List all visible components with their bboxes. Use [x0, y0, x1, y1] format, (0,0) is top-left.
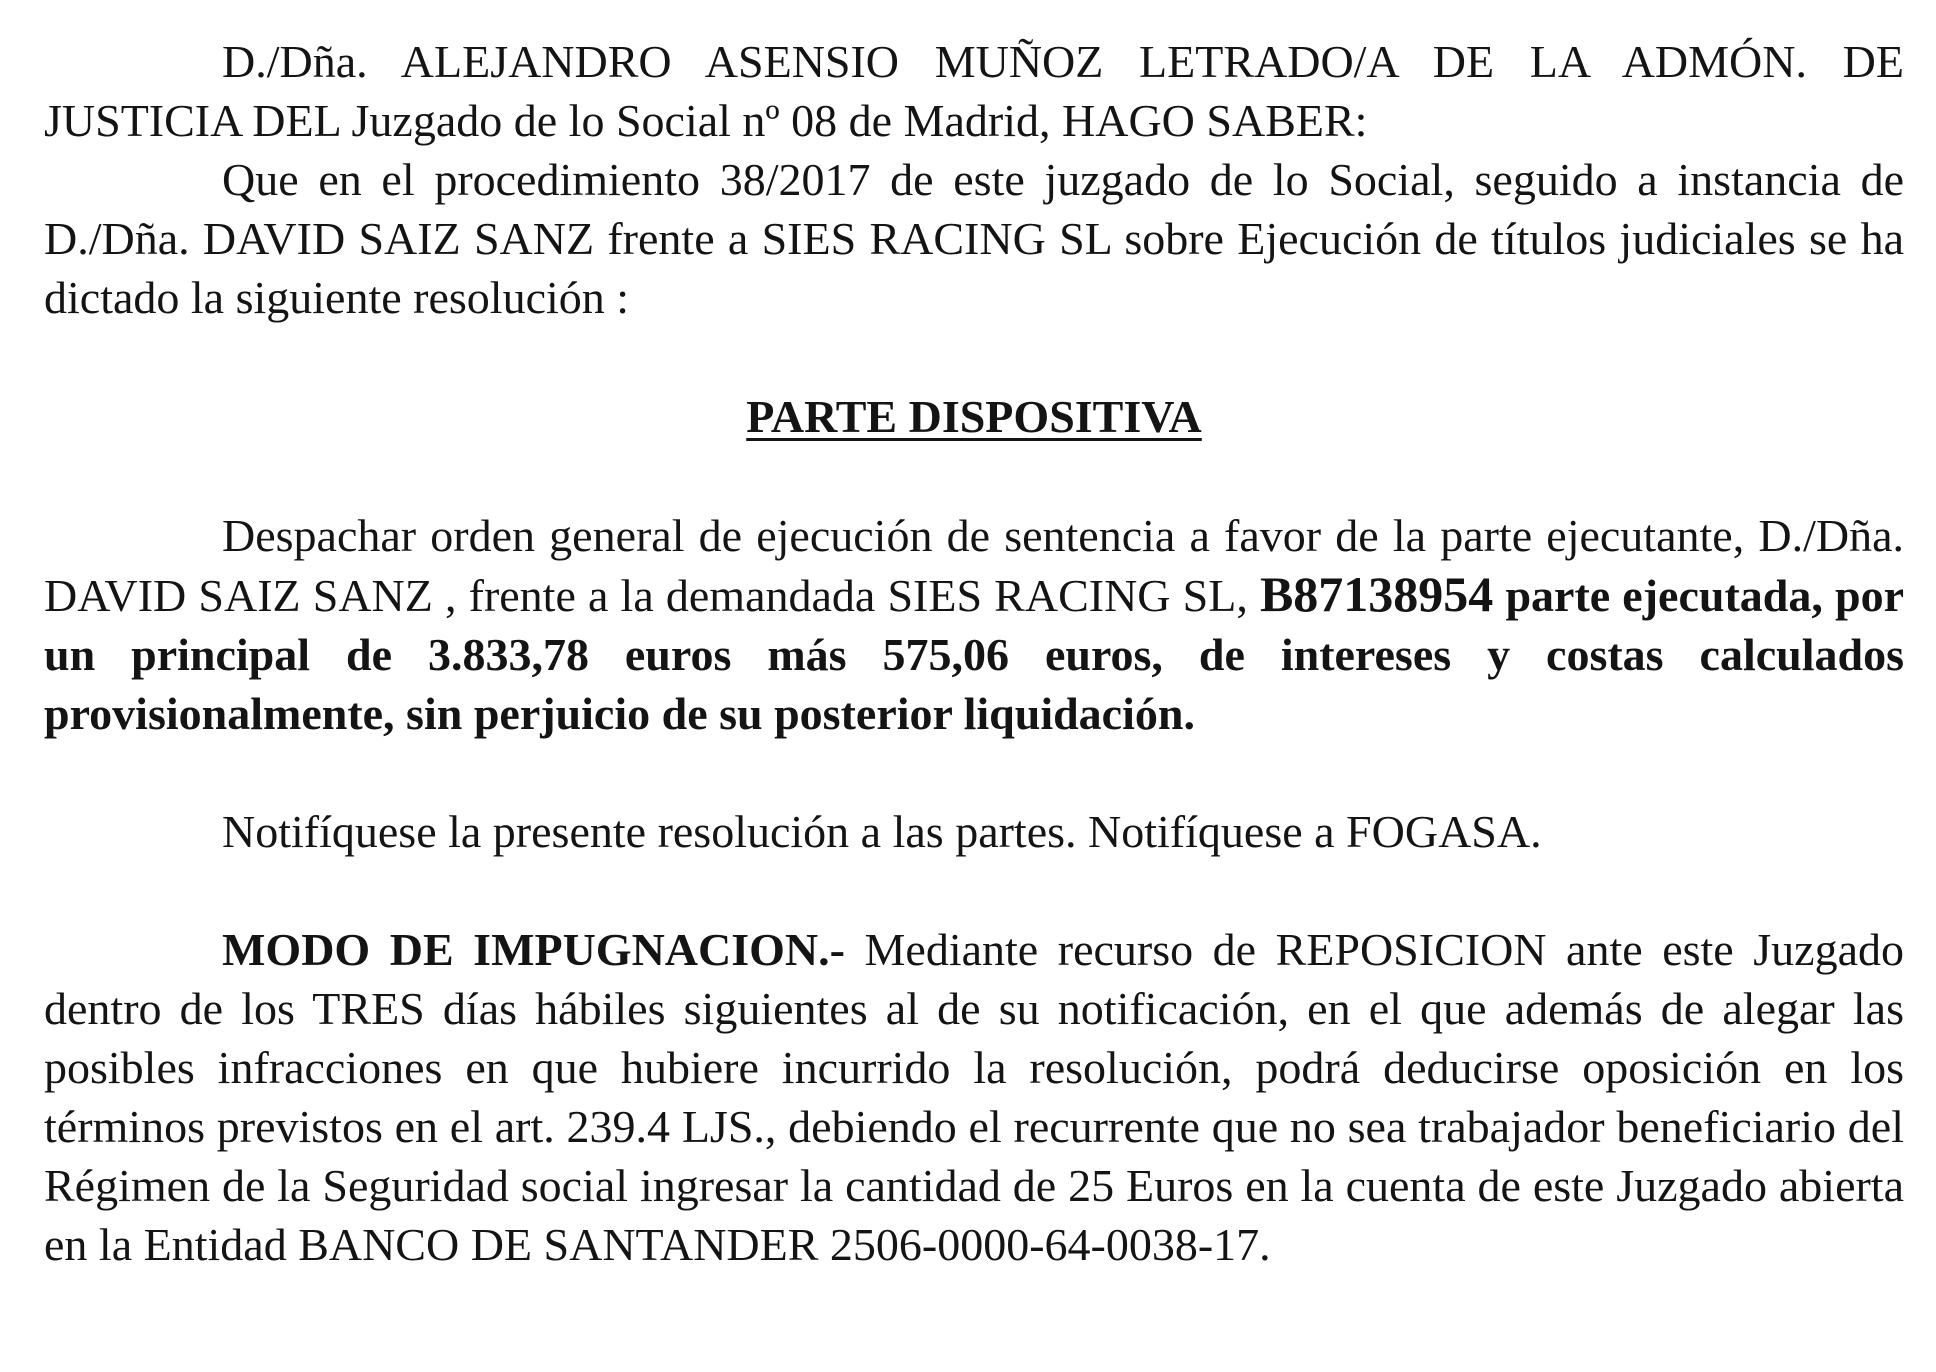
nif-number: B87138954 — [1259, 566, 1494, 622]
impugnation-text: Mediante recurso de REPOSICION ante este Juzgado dentro de los TRES días hábiles siguientes al de su notificación, en el que además de alegar las posibles infracciones en que hubiere incurrido la resolución, podrá deducirse oposición en los términos previstos en el art. 239.4 LJS., debiendo el recurrente que no sea trabajador beneficiario del Régimen de la Seguridad social ingresar la cantidad de 25 Euros en la cuenta de este Juzgado abierta en la Entidad BANCO DE SANTANDER 2506-0000-64-0038-17. — [44, 924, 1904, 1270]
spacer — [44, 861, 1904, 920]
document-page — [44, 32, 1904, 1274]
impugnation-label: MODO DE IMPUGNACION.- — [222, 924, 845, 975]
dispositiva-text: Despachar orden general de ejecución de sentencia a favor de la parte ejecutante, D./Dña. DAVID SAIZ SANZ , frente a la demandada SIES RACING SL, — [44, 510, 1904, 621]
notification-paragraph: Notifíquese la presente resolución a las partes. Notifíquese a FOGASA. — [222, 806, 1542, 857]
spacer — [44, 327, 1904, 387]
spacer — [44, 743, 1904, 802]
dispositiva-paragraph — [44, 506, 1904, 743]
spacer — [44, 446, 1904, 506]
intro-secretary-paragraph: D./Dña. ALEJANDRO ASENSIO MUÑOZ LETRADO/A DE LA ADMÓN. DE JUSTICIA DEL Juzgado de lo Social nº 08 de Madrid, HAGO SABER: — [44, 36, 1904, 146]
section-heading: PARTE DISPOSITIVA — [746, 391, 1202, 442]
intro-procedure-paragraph: Que en el procedimiento 38/2017 de este juzgado de lo Social, seguido a instancia de D./Dña. DAVID SAIZ SANZ frente a SIES RACING SL sobre Ejecución de títulos judiciales se ha dictado la siguiente resolución : — [44, 154, 1904, 323]
dispositiva-bold-text: parte ejecutada, por un principal de 3.833,78 euros más 575,06 euros, de intereses y costas calculados provisionalmente, sin perjuicio de su posterior liquidación. — [44, 570, 1904, 739]
impugnation-paragraph — [44, 920, 1904, 1274]
